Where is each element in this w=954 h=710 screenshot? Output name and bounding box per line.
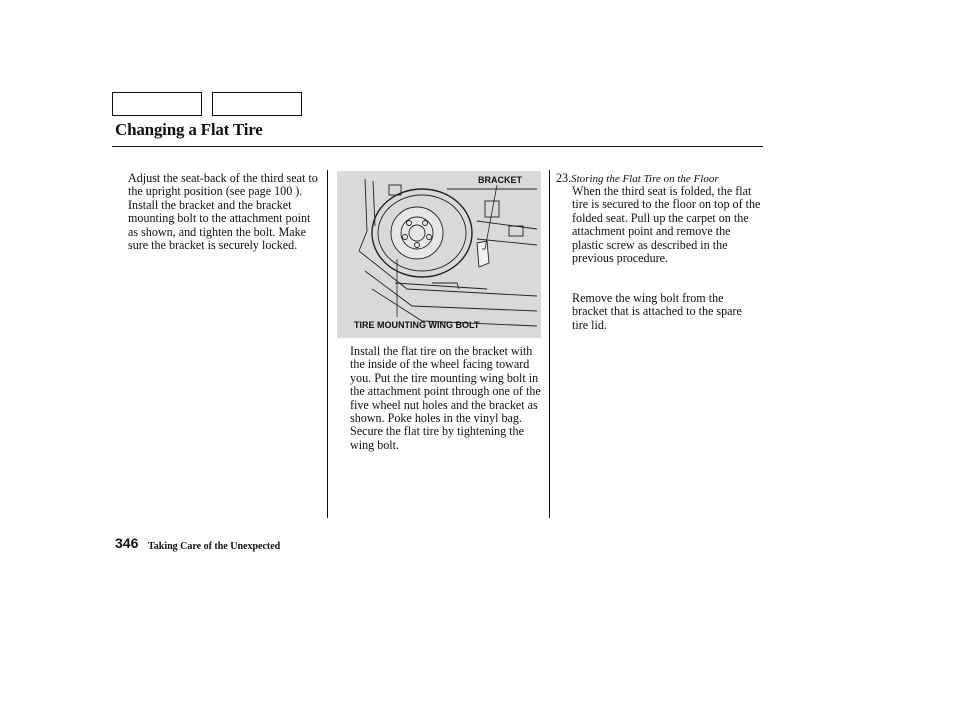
nav-tab-1[interactable] [112, 92, 202, 116]
nav-tab-2[interactable] [212, 92, 302, 116]
column-divider-1 [327, 170, 328, 518]
remove-wing-bolt-instructions: Remove the wing bolt from the bracket that is attached to the spare tire lid. [572, 291, 742, 332]
title-rule [112, 146, 763, 147]
wing-bolt-callout: TIRE MOUNTING WING BOLT [354, 320, 480, 330]
install-bracket-instructions: Adjust the seat-back of the third seat to the upright position (see page 100 ). Install the bracket and the bracket mounting bolt to the attachment point as shown, and tighten the bolt. Make sure the bracket is securely locked. [128, 171, 318, 253]
column-divider-2 [549, 170, 550, 518]
step-number: 23. [556, 171, 572, 185]
storing-tire-instructions: When the third seat is folded, the flat tire is secured to the floor on top of the folded seat. Pull up the carpet on the attachment point and remove the plastic screw as described in the previous procedure. [572, 184, 761, 266]
page-title: Changing a Flat Tire [115, 120, 263, 139]
bracket-callout: BRACKET [478, 175, 522, 185]
step-title: Storing the Flat Tire on the Floor [571, 173, 719, 185]
install-tire-instructions: Install the flat tire on the bracket with the inside of the wheel facing toward you. Put the tire mounting wing bolt in the attachment point through one of the five wheel nut holes and the bracket as shown. Poke holes in the vinyl bag. Secure the flat tire by tightening the wing bolt. [350, 344, 541, 452]
tire-mounting-illustration [337, 171, 541, 338]
tire-mounting-drawing [337, 171, 541, 338]
section-title: Taking Care of the Unexpected [148, 541, 281, 552]
page-number: 346 [115, 535, 139, 551]
